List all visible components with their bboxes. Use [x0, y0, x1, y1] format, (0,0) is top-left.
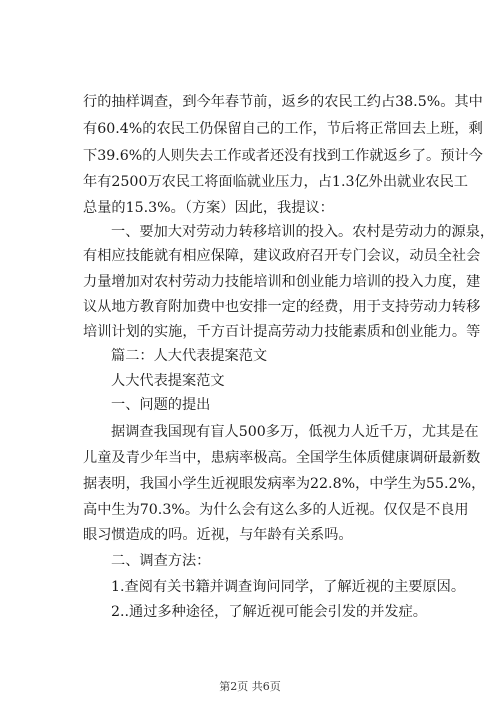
paragraph-line: 一、要加大对劳动力转移培训的投入。农村是劳动力的源泉，	[111, 224, 495, 240]
paragraph-line: 眼习惯造成的吗。近视，与年龄有关系吗。	[83, 527, 353, 543]
paragraph-line: 据表明，我国小学生近视眼发病率为22.8%，中学生为55.2%，	[83, 476, 486, 492]
paragraph-line: 总量的15.3%。（方案）因此，我提议：	[83, 200, 334, 216]
list-item: 2..通过多种途径，了解近视可能会引发的并发症。	[111, 604, 427, 620]
page-number: 第2页 共6页	[219, 680, 281, 693]
paragraph-line: 有相应技能就有相应保障，建议政府召开专门会议，动员全社会	[83, 248, 481, 264]
paragraph-line: 据调查我国现有盲人500多万，低视力人近千万，尤其是在	[111, 424, 479, 440]
paragraph-line: 力量增加对农村劳动力技能培训和创业能力培训的投入力度，建	[83, 274, 481, 290]
paragraph-line: 儿童及青少年当中，患病率极高。全国学生体质健康调研最新数	[83, 450, 481, 466]
heading-problem: 一、问题的提出	[111, 397, 211, 413]
paragraph-line: 有60.4%的农民工仍保留自己的工作，节后将正常回去上班，剩	[83, 121, 483, 137]
section-heading: 篇二：人大代表提案范文	[111, 348, 268, 364]
paragraph-line: 高中生为70.3%。为什么会有这么多的人近视。仅仅是不良用	[83, 502, 469, 518]
paragraph-line: 年有2500万农民工将面临就业压力，占1.3亿外出就业农民工	[83, 174, 468, 190]
paragraph-line: 下39.6%的人则失去工作或者还没有找到工作就返乡了。预计今	[83, 148, 483, 164]
paragraph-line: 行的抽样调查，到今年春节前，返乡的农民工约占38.5%。其中	[83, 94, 483, 110]
heading-method: 二、调查方法：	[111, 553, 211, 569]
paragraph-line: 议从地方教育附加费中也安排一定的经费，用于支持劳动力转移	[83, 299, 481, 315]
document-title: 人大代表提案范文	[111, 373, 225, 389]
list-item: 1.查阅有关书籍并调查询问同学，了解近视的主要原因。	[111, 579, 466, 595]
paragraph-line: 培训计划的实施，千方百计提高劳动力技能素质和创业能力。等	[83, 324, 481, 340]
